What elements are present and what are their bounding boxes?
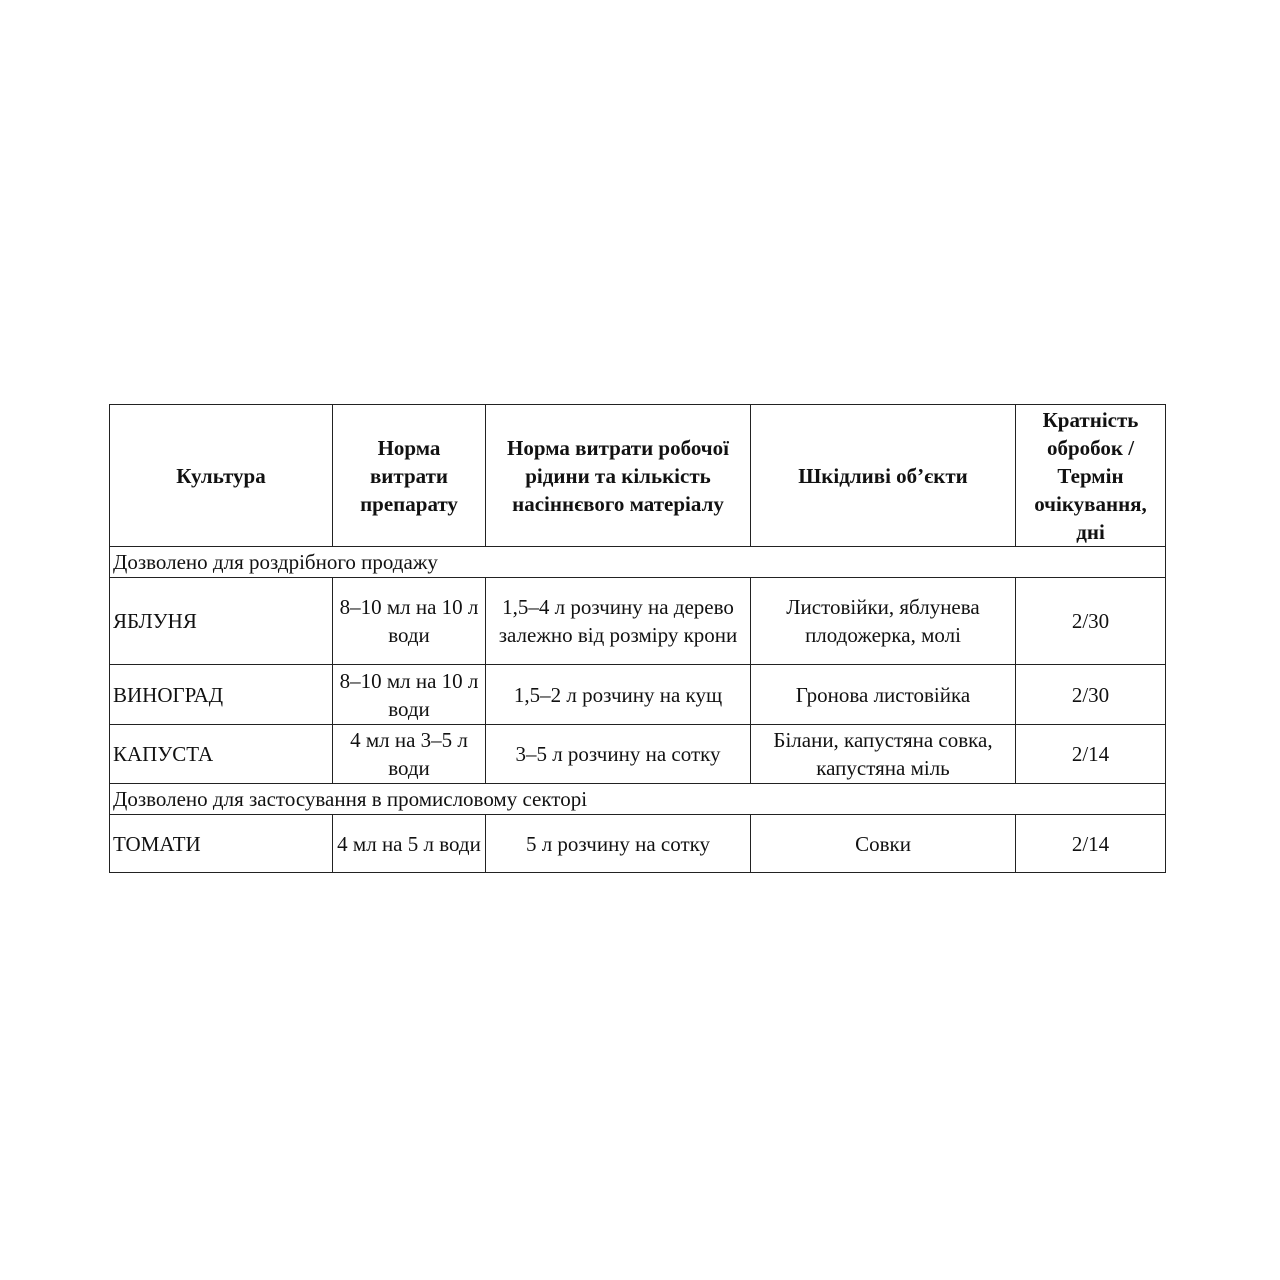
section-title-retail: Дозволено для роздрібного продажу bbox=[110, 547, 1166, 578]
section-row bbox=[110, 547, 1166, 578]
pests-cell: Білани, капустяна совка, капустяна міль bbox=[751, 725, 1016, 784]
section-row bbox=[110, 784, 1166, 815]
header-liquid-rate: Норма витрати робочої рідини та кількість насіннєвого матеріалу bbox=[486, 405, 751, 547]
pests-cell: Гронова листовійка bbox=[751, 665, 1016, 725]
pests-cell: Листовійки, яблунева плодожерка, молі bbox=[751, 578, 1016, 665]
table-header-row bbox=[110, 405, 1166, 547]
table-row bbox=[110, 665, 1166, 725]
product-rate-cell: 8–10 мл на 10 л води bbox=[333, 578, 486, 665]
treatments-cell: 2/14 bbox=[1016, 725, 1166, 784]
crop-cell: ЯБЛУНЯ bbox=[110, 578, 333, 665]
crop-cell: ТОМАТИ bbox=[110, 815, 333, 873]
header-crop: Культура bbox=[110, 405, 333, 547]
header-treatments-waiting: Кратність обробок / Термін очікування, дні bbox=[1016, 405, 1166, 547]
header-pests: Шкідливі об’єкти bbox=[751, 405, 1016, 547]
table-row bbox=[110, 725, 1166, 784]
liquid-rate-cell: 5 л розчину на сотку bbox=[486, 815, 751, 873]
pests-cell: Совки bbox=[751, 815, 1016, 873]
crop-cell: КАПУСТА bbox=[110, 725, 333, 784]
table-row bbox=[110, 578, 1166, 665]
product-rate-cell: 4 мл на 5 л води bbox=[333, 815, 486, 873]
pesticide-usage-table bbox=[109, 404, 1166, 873]
header-product-rate: Норма витрати препарату bbox=[333, 405, 486, 547]
treatments-cell: 2/30 bbox=[1016, 665, 1166, 725]
treatments-cell: 2/14 bbox=[1016, 815, 1166, 873]
table-row bbox=[110, 815, 1166, 873]
treatments-cell: 2/30 bbox=[1016, 578, 1166, 665]
liquid-rate-cell: 1,5–4 л розчину на дерево залежно від розміру крони bbox=[486, 578, 751, 665]
section-title-industrial: Дозволено для застосування в промисловому секторі bbox=[110, 784, 1166, 815]
product-rate-cell: 4 мл на 3–5 л води bbox=[333, 725, 486, 784]
liquid-rate-cell: 1,5–2 л розчину на кущ bbox=[486, 665, 751, 725]
crop-cell: ВИНОГРАД bbox=[110, 665, 333, 725]
product-rate-cell: 8–10 мл на 10 л води bbox=[333, 665, 486, 725]
liquid-rate-cell: 3–5 л розчину на сотку bbox=[486, 725, 751, 784]
